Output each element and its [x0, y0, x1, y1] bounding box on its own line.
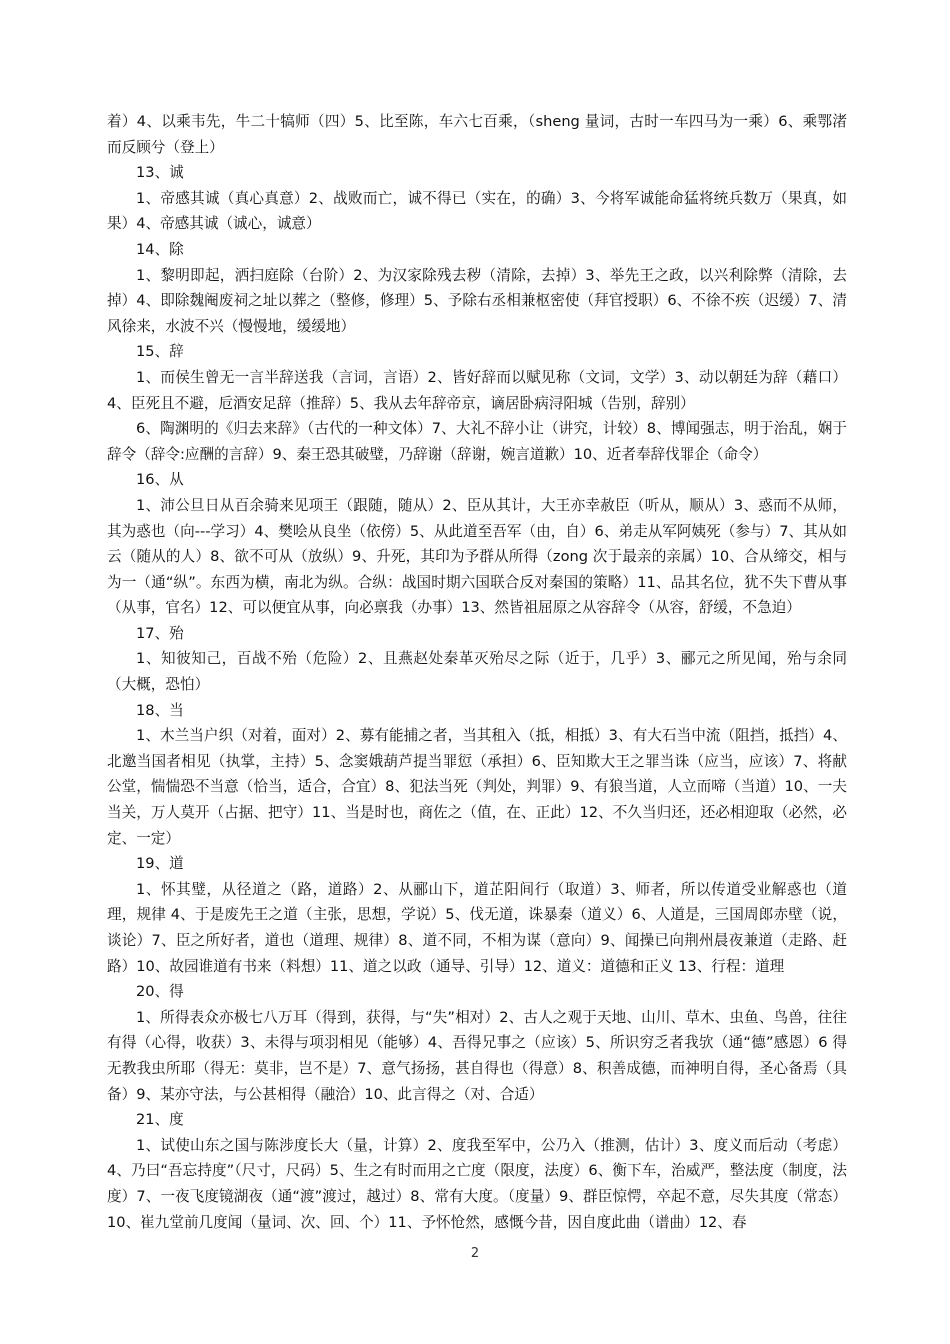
paragraph-de: 1、所得表众亦极七八万耳（得到，获得，与“失”相对）2、古人之观于天地、山川、草木、虫鱼、鸟兽，往往有得（心得，收获）3、未得与项羽相见（能够）4、吾得兄事之（应该）5、所识穷乏者我欤（通“德”感恩）6 得无教我虫所耶（得无：莫非，岂不是）7、意气扬扬，甚自得也（得意）8、积善成德，而神明自得，圣心备焉（具备）9、某亦守法，与公甚相得（融洽）10、此言得之（对、合适）	[107, 1008, 847, 1103]
page-number: 2	[470, 1246, 480, 1261]
section-heading-dang: 18、当	[136, 701, 184, 719]
paragraph-dang: 1、木兰当户织（对着，面对）2、募有能捕之者，当其租入（抵，相抵）3、有大石当中流（阻挡，抵挡）4、北邀当国者相见（执掌，主持）5、念窦娥葫芦提当罪愆（承担）6、臣知欺大王之罪当诛（应当，应该）7、将献公堂，惴惴恐不当意（恰当，适合，合宜）8、犯法当死（判处，判罪）9、有狼当道，人立而啼（当道）10、一夫当关，万人莫开（占据、把守）11、当是时也，商佐之（值，在、正此）12、不久当归还，还必相迎取（必然，必定、一定）	[107, 727, 847, 847]
section-heading-dao: 19、道	[136, 855, 184, 873]
paragraph-chu: 1、黎明即起，洒扫庭除（台阶）2、为汉家除残去秽（清除，去掉）3、举先王之政，以兴利除弊（清除，去掉）4、即除魏阉废祠之址以葬之（整修，修理）5、予除右丞相兼枢密使（拜官授职）6、不徐不疾（迟缓）7、清风徐来，水波不兴（慢慢地，缓缓地）	[107, 266, 847, 335]
paragraph-cheng: 1、帝感其诚（真心真意）2、战败而亡，诚不得已（实在，的确）3、今将军诚能命猛将统兵数万（果真，如果）4、帝感其诚（诚心，诚意）	[107, 189, 847, 233]
document-body	[107, 109, 847, 1235]
paragraph-cong: 1、沛公旦日从百余骑来见项王（跟随，随从）2、臣从其计，大王亦幸赦臣（听从，顺从）3、惑而不从师，其为惑也（向---学习）4、樊哙从良坐（依傍）5、从此道至吾军（由，自）6、弟走从军阿姨死（参与）7、其从如云（随从的人）8、欲不可从（放纵）9、升死，其印为予群从所得（zong 次于最亲的亲属）10、合从缔交，相与为一（通“纵”。东西为横，南北为纵。合纵：战国时期六国联合反对秦国的策略）11、品其名位，犹不失下曹从事（从事，官名）12、可以便宜从事，向必禀我（办事）13、然皆祖屈原之从容辞令（从容，舒缓，不急迫）	[107, 496, 847, 617]
section-heading-du: 21、度	[136, 1111, 184, 1129]
section-heading-dai: 17、殆	[136, 624, 184, 642]
section-heading-chu: 14、除	[136, 240, 184, 258]
section-heading-cong: 16、从	[136, 471, 184, 489]
section-heading-de: 20、得	[136, 983, 184, 1001]
paragraph-continuation: 着）4、以乘韦先，牛二十犒师（四）5、比至陈，车六七百乘，（sheng 量词，古时一车四马为一乘）6、乘鄂渚而反顾兮（登上）	[107, 113, 847, 156]
paragraph-ci-2: 6、陶渊明的《归去来辞》（古代的一种文体）7、大礼不辞小让（讲究，计较）8、博闻强志，明于治乱，娴于辞令（辞令:应酬的言辞）9、秦王恐其破璧，乃辞谢（辞谢，婉言道歉）10、近者奉辞伐罪企（命令）	[107, 420, 847, 463]
paragraph-dai: 1、知彼知己，百战不殆（危险）2、且燕赵处秦革灭殆尽之际（近于，几乎）3、郦元之所见闻，殆与余同（大概，恐怕）	[107, 650, 847, 694]
section-heading-cheng: 13、诚	[136, 164, 184, 182]
paragraph-ci-1: 1、而侯生曾无一言半辞送我（言词，言语）2、皆好辞而以赋见称（文词，文学）3、动以朝廷为辞（藉口）4、臣死且不避，卮酒安足辞（推辞）5、我从去年辞帝京，谪居卧病浔阳城（告别，辞别）	[107, 368, 847, 412]
paragraph-dao: 1、怀其璧，从径道之（路，道路）2、从郦山下，道芷阳间行（取道）3、师者，所以传道受业解惑也（道理，规律 4、于是废先王之道（主张，思想，学说）5、伐无道，诛暴秦（道义）6、人道是，三国周郎赤壁（说，谈论）7、臣之所好者，道也（道理、规律）8、道不同，不相为谋（意向）9、闻操已向荆州晨夜兼道（走路、赶路）10、故园谁道有书来（料想）11、道之以政（通导、引导）12、道义：道德和正义 13、行程：道理	[107, 880, 847, 975]
paragraph-du: 1、试使山东之国与陈涉度长大（量，计算）2、度我至军中，公乃入（推测，估计）3、度义而后动（考虑）4、乃曰“吾忘持度”（尺寸，尺码）5、生之有时而用之亡度（限度，法度）6、衡下车，治威严，整法度（制度，法度）7、一夜飞度镜湖夜（通“渡”渡过，越过）8、常有大度。（度量）9、群臣惊愕，卒起不意，尽失其度（常态）10、崔九堂前几度闻（量词、次、回、个）11、予怀怆然，感慨今昔，因自度此曲（谱曲）12、春	[107, 1136, 847, 1231]
section-heading-ci: 15、辞	[136, 343, 184, 361]
